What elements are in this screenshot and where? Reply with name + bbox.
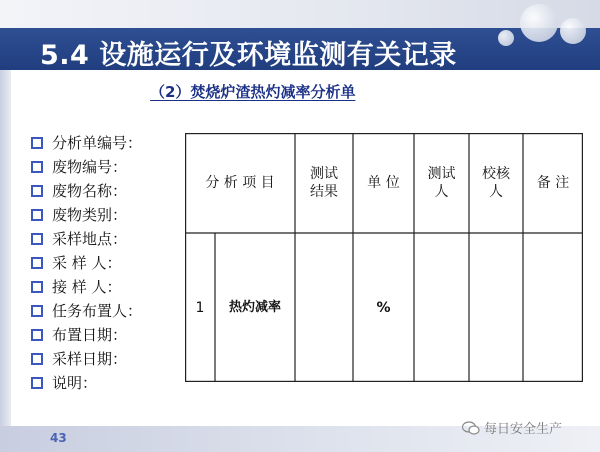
header-tester [414, 165, 469, 201]
field-label: 废物类别： [52, 206, 128, 224]
square-bullet-icon [31, 329, 43, 341]
header-result-text: 测试 结果 [310, 166, 338, 200]
header-checker [469, 165, 523, 201]
left-stripe [0, 70, 11, 452]
square-bullet-icon [31, 209, 43, 221]
list-item [31, 227, 142, 251]
watermark-text: 每日安全生产 [484, 422, 563, 437]
field-label: 采样日期： [52, 350, 128, 368]
field-label: 接 样 人： [52, 278, 122, 296]
field-label: 任务布置人： [52, 302, 143, 320]
square-bullet-icon [31, 233, 43, 245]
list-item [31, 179, 142, 203]
watermark [462, 418, 562, 437]
decorative-bubble [498, 30, 514, 46]
list-item [31, 131, 142, 155]
list-item [31, 323, 142, 347]
field-label: 说明： [52, 374, 98, 392]
list-item [31, 155, 142, 179]
square-bullet-icon [31, 161, 43, 173]
page-number: 43 [50, 431, 67, 445]
header-result [295, 165, 353, 201]
decorative-bubble [560, 18, 586, 44]
field-label: 采 样 人： [52, 254, 122, 272]
list-item [31, 275, 142, 299]
slide-title: 5.4 设施运行及环境监测有关记录 [40, 40, 457, 71]
field-label: 分析单编号： [52, 134, 143, 152]
field-label: 采样地点： [52, 230, 128, 248]
square-bullet-icon [31, 137, 43, 149]
list-item [31, 371, 142, 395]
header-checker-text: 校核 人 [482, 166, 510, 200]
table-grid-lines [185, 133, 583, 382]
header-item: 分 析 项 目 [205, 175, 275, 191]
square-bullet-icon [31, 305, 43, 317]
list-item [31, 251, 142, 275]
analysis-table [185, 133, 583, 382]
list-item [31, 299, 142, 323]
decorative-bubble [520, 4, 558, 42]
square-bullet-icon [31, 257, 43, 269]
row-unit: % [376, 300, 391, 316]
header-remark: 备 注 [536, 175, 570, 191]
field-label: 废物编号： [52, 158, 128, 176]
square-bullet-icon [31, 185, 43, 197]
header-tester-text: 测试 人 [427, 166, 456, 200]
square-bullet-icon [31, 353, 43, 365]
list-item [31, 203, 142, 227]
field-label: 废物名称： [52, 182, 128, 200]
field-list [31, 131, 142, 395]
row-item: 热灼减率 [228, 300, 281, 315]
square-bullet-icon [31, 281, 43, 293]
field-label: 布置日期： [52, 326, 128, 344]
list-item [31, 347, 142, 371]
square-bullet-icon [31, 377, 43, 389]
header-unit: 单 位 [367, 175, 400, 191]
row-index: 1 [195, 300, 205, 316]
wechat-icon [462, 421, 480, 435]
subtitle: （2）焚烧炉渣热灼减率分析单 [150, 83, 356, 101]
top-strip [0, 0, 600, 28]
